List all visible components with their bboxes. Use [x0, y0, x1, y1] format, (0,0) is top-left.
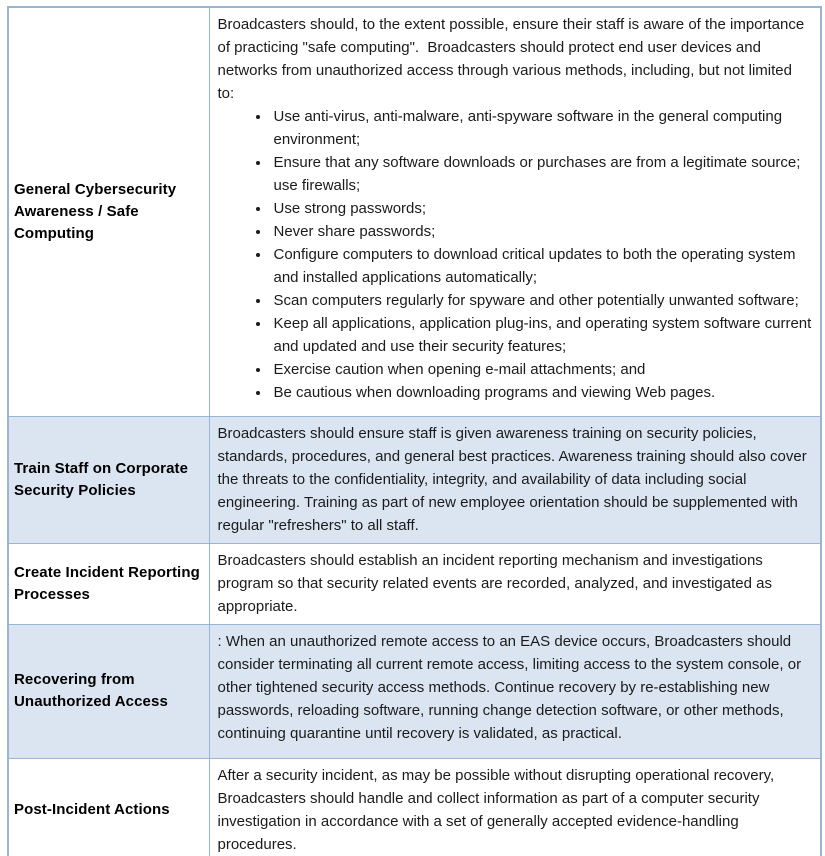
row-label: Create Incident Reporting Processes [8, 543, 209, 624]
bullet-item: • Exercise caution when opening e-mail attachments; and [271, 358, 813, 381]
table-row [8, 543, 821, 624]
bullet-item: • Configure computers to download critical updates to both the operating system and installed applications automatically; [271, 243, 813, 289]
row-body [209, 624, 821, 758]
row-intro-paragraph: Broadcasters should, to the extent possible, ensure their staff is aware of the importance of practicing "safe computing". Broadcasters should protect end user devices and networks from unauthorized access through various methods, including, but not limited to: [217, 16, 809, 102]
row-paragraph: Broadcasters should establish an incident reporting mechanism and investigations program so that security related events are recorded, analyzed, and investigated as appropriate. [217, 551, 777, 615]
bullet-item: • Scan computers regularly for spyware and other potentially unwanted software; [271, 289, 813, 312]
bullet-item: • Use strong passwords; [271, 197, 813, 220]
row-body [209, 416, 821, 543]
row-paragraph: : When an unauthorized remote access to an EAS device occurs, Broadcasters should consider terminating all current remote access, limiting access to the system console, or other tightened security access methods. Continue recovery by re-establishing new passwords, reloading software, running change detection software, or other methods, continuing quarantine until recovery is validated, as practical. [217, 632, 806, 742]
bullet-item: • Be cautious when downloading programs and viewing Web pages. [271, 381, 813, 404]
row-body [209, 758, 821, 856]
cybersecurity-guidelines-table [7, 6, 822, 856]
bullet-list [218, 105, 813, 404]
bullet-item: • Use anti-virus, anti-malware, anti-spyware software in the general computing environment; [271, 105, 813, 151]
table-row [8, 7, 821, 416]
bullet-item: • Keep all applications, application plug-ins, and operating system software current and updated and use their security features; [271, 312, 813, 358]
table-row [8, 758, 821, 856]
row-body [209, 7, 821, 416]
row-body [209, 543, 821, 624]
row-label: General Cybersecurity Awareness / Safe Computing [8, 7, 209, 416]
table-row [8, 416, 821, 543]
row-label: Post-Incident Actions [8, 758, 209, 856]
table-row [8, 624, 821, 758]
bullet-item: • Never share passwords; [271, 220, 813, 243]
row-label: Recovering from Unauthorized Access [8, 624, 209, 758]
row-paragraph: Broadcasters should ensure staff is given awareness training on security policies, standards, procedures, and general best practices. Awareness training should also cover the threats to the confidentiality, integrity, and availability of data including social engineering. Training as part of new employee orientation should be supplemented with regular "refreshers" to all staff. [217, 424, 811, 534]
bullet-item: • Ensure that any software downloads or purchases are from a legitimate source; use firewalls; [271, 151, 813, 197]
row-paragraph: After a security incident, as may be possible without disrupting operational recovery, Broadcasters should handle and collect information as part of a computer security investigation in accordance with a set of generally accepted evidence-handling procedures. [217, 766, 779, 853]
row-label: Train Staff on Corporate Security Policies [8, 416, 209, 543]
